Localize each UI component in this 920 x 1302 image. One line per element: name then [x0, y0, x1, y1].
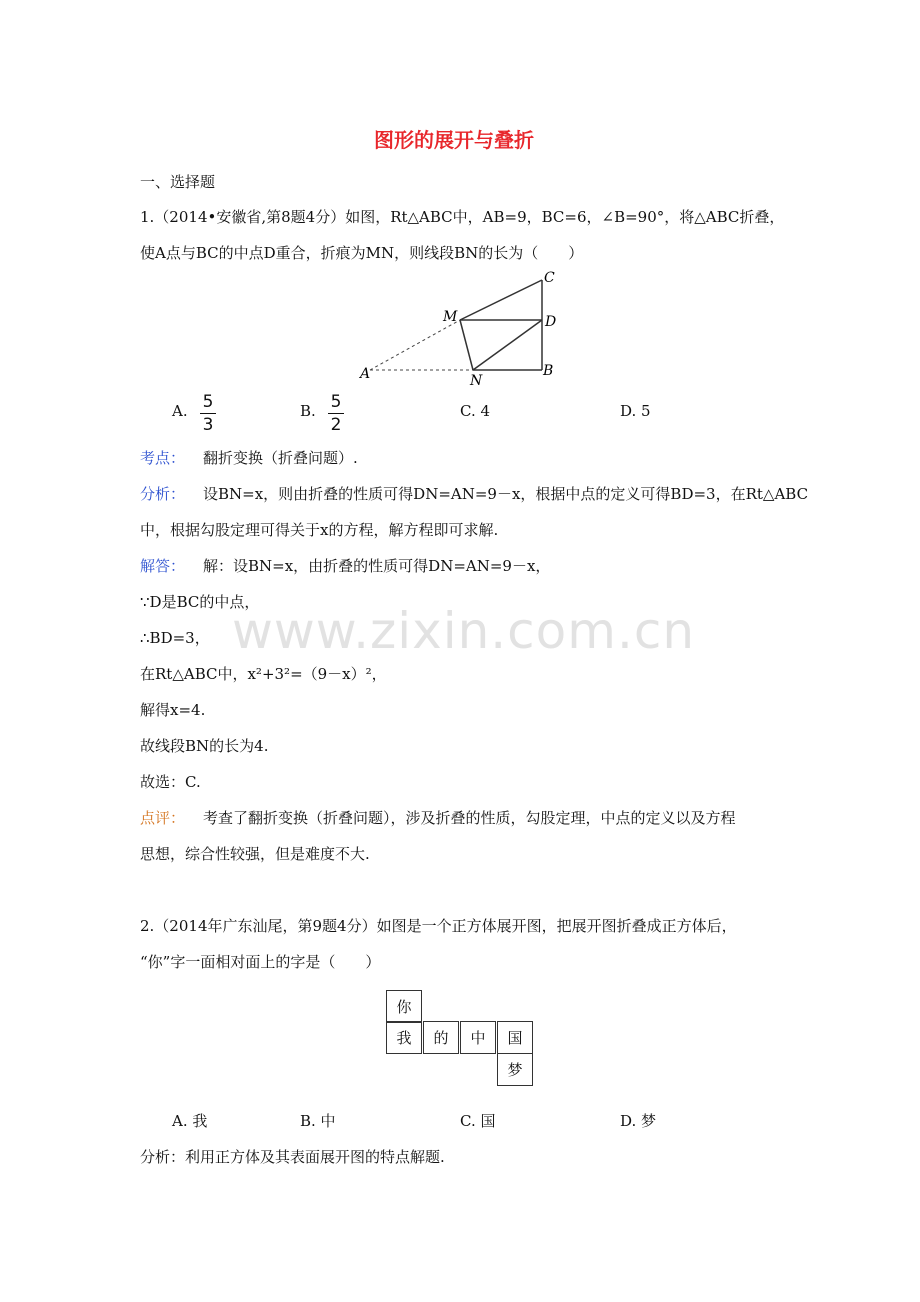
q2-option-a: A. 我 — [172, 1112, 208, 1130]
denominator: 2 — [330, 415, 342, 435]
jieda-label: 解答： — [140, 557, 186, 575]
q1-option-b-label: B. — [300, 402, 316, 420]
net-cell-guo: 国 — [497, 1021, 533, 1054]
page-title: 图形的展开与叠折 — [374, 128, 534, 152]
label-A: A — [360, 366, 371, 382]
jieda-line7: 故选：C. — [140, 773, 201, 791]
section-heading: 一、选择题 — [140, 173, 216, 191]
dianping-label: 点评： — [140, 809, 186, 827]
q2-option-c: C. 国 — [460, 1112, 496, 1130]
q2-fenxi: 分析：利用正方体及其表面展开图的特点解题. — [140, 1148, 445, 1166]
label-C: C — [544, 270, 555, 286]
dianping-line1: 考查了翻折变换（折叠问题），涉及折叠的性质，勾股定理，中点的定义以及方程 — [203, 809, 736, 827]
watermark: www.zixin.com.cn — [232, 602, 696, 660]
q1-triangle-figure — [355, 268, 575, 393]
jieda-line1: 解：设BN=x，由折叠的性质可得DN=AN=9－x， — [203, 557, 551, 575]
q2-option-b: B. 中 — [300, 1112, 336, 1130]
segment-ND — [473, 320, 542, 370]
cube-net-figure — [386, 990, 534, 1090]
fenxi-label: 分析： — [140, 485, 186, 503]
q1-option-d: D. 5 — [620, 402, 651, 420]
label-D: D — [545, 314, 557, 330]
net-cell-meng: 梦 — [497, 1053, 533, 1086]
net-cell-zhong: 中 — [460, 1021, 496, 1054]
fenxi-line1: 设BN=x，则由折叠的性质可得DN=AN=9－x，根据中点的定义可得BD=3，在Rt△ABC — [203, 485, 809, 503]
label-N: N — [470, 373, 483, 389]
net-cell-de: 的 — [423, 1021, 459, 1054]
denominator: 3 — [202, 415, 214, 435]
jieda-line6: 故线段BN的长为4. — [140, 737, 269, 755]
net-cell-wo: 我 — [386, 1021, 422, 1054]
q1-stem-line2: 使A点与BC的中点D重合，折痕为MN，则线段BN的长为（ ） — [140, 244, 584, 262]
jieda-line2: ∵D是BC的中点， — [140, 593, 260, 611]
kaodian-label: 考点： — [140, 449, 186, 467]
q1-option-b-fraction — [328, 392, 344, 435]
kaodian-text: 翻折变换（折叠问题）. — [203, 449, 358, 467]
q2-stem-line2: “你”字一面相对面上的字是（ ） — [140, 953, 381, 971]
segment-MN — [460, 320, 473, 370]
jieda-line3: ∴BD=3， — [140, 629, 210, 647]
net-cell-ni: 你 — [386, 990, 422, 1023]
q1-option-a-fraction — [200, 392, 216, 435]
label-M: M — [443, 309, 458, 325]
label-B: B — [543, 363, 554, 379]
fenxi-line2: 中，根据勾股定理可得关于x的方程，解方程即可求解. — [140, 521, 499, 539]
q1-option-c: C. 4 — [460, 402, 491, 420]
q2-option-d: D. 梦 — [620, 1112, 657, 1130]
q1-option-a-label: A. — [172, 402, 188, 420]
numerator: 5 — [330, 392, 342, 412]
q1-stem-line1: 1.（2014•安徽省,第8题4分）如图，Rt△ABC中，AB=9，BC=6，∠B=90°，将△ABC折叠， — [140, 208, 785, 226]
dianping-line2: 思想，综合性较强，但是难度不大. — [140, 845, 370, 863]
numerator: 5 — [202, 392, 214, 412]
jieda-line5: 解得x=4. — [140, 701, 206, 719]
jieda-line4: 在Rt△ABC中，x²+3²=（9－x）²， — [140, 665, 387, 683]
segment-MC — [460, 280, 542, 320]
q2-stem-line1: 2.（2014年广东汕尾，第9题4分）如图是一个正方体展开图，把展开图折叠成正方体后， — [140, 917, 737, 935]
fold-line-AM — [370, 320, 460, 370]
